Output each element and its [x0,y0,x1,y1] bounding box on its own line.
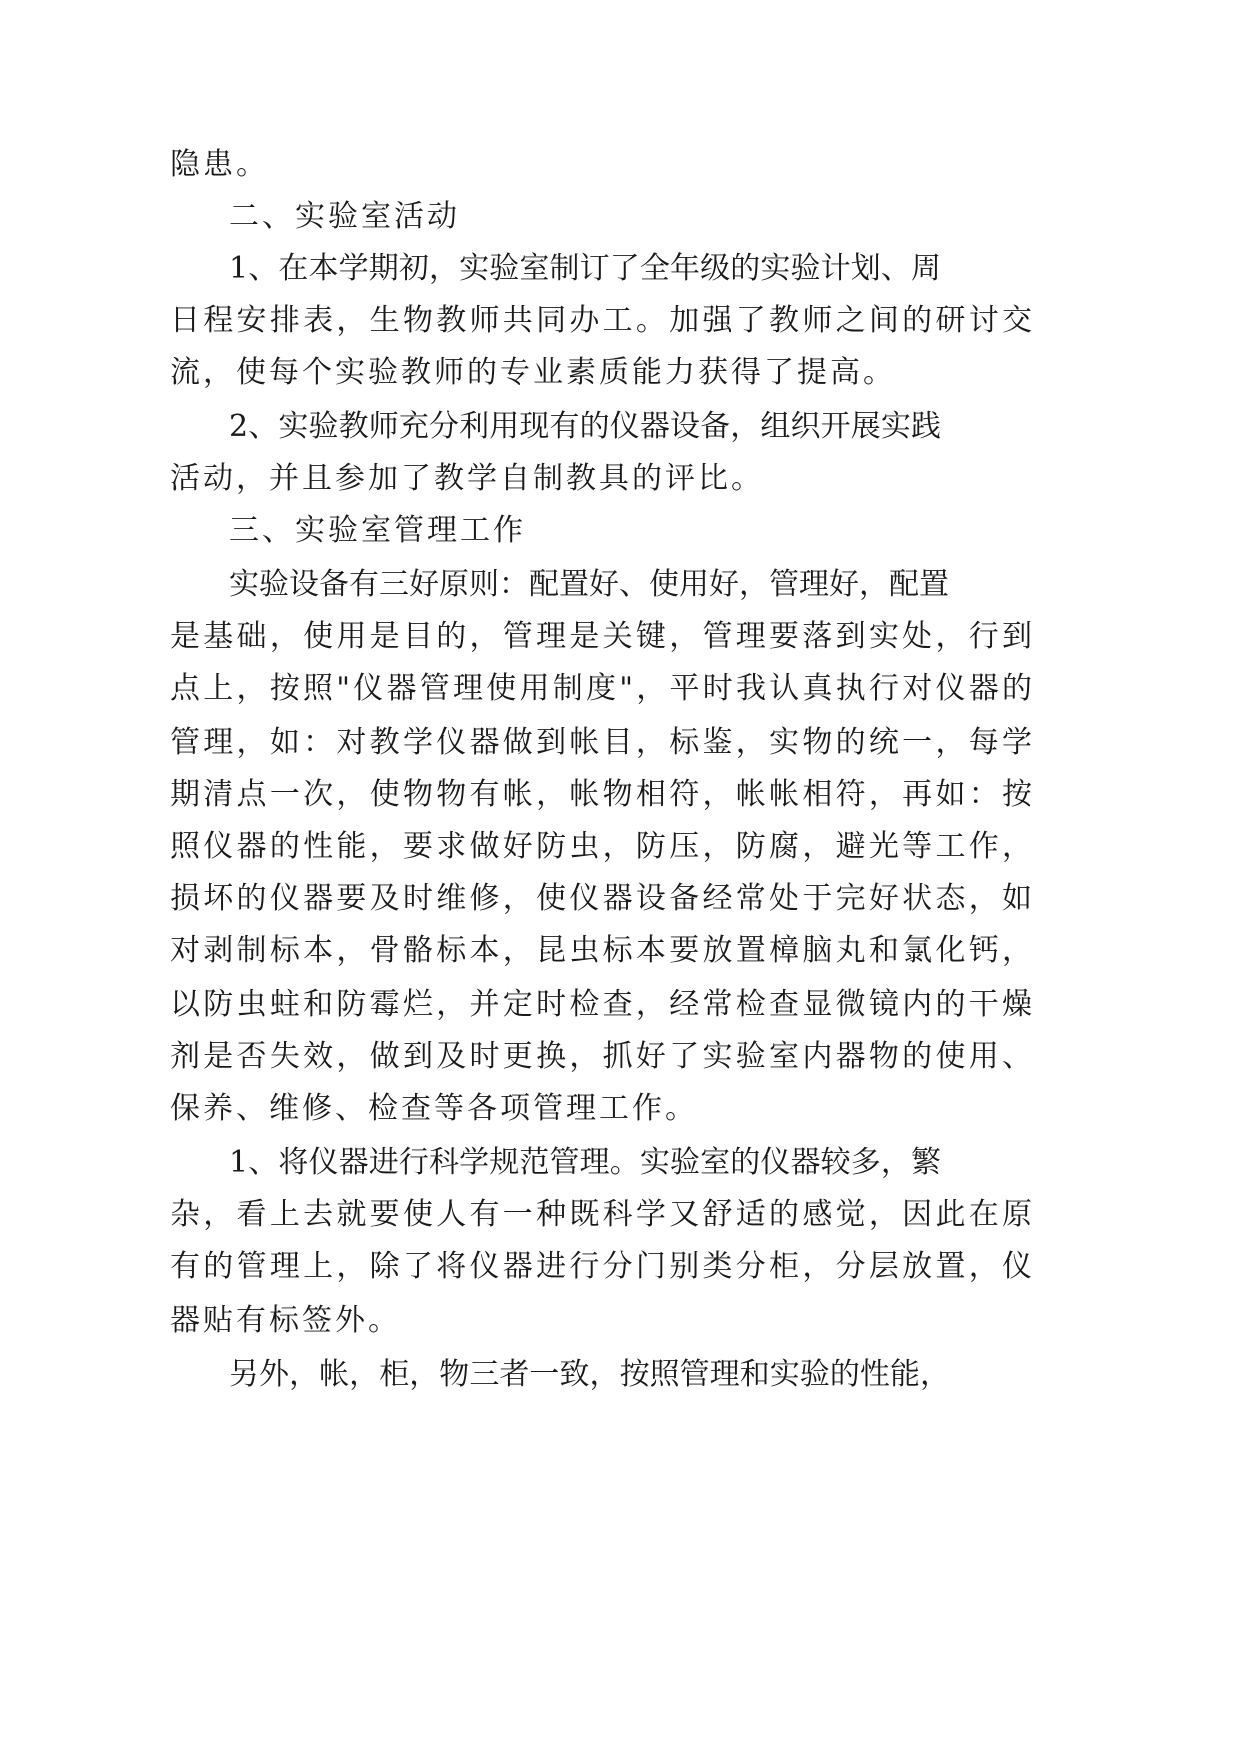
text-line: 2、实验教师充分利用现有的仪器设备，组织开展实践 [229,409,941,444]
text-line: 期清点一次，使物物有帐，帐物相符，帐帐相符，再如：按 [170,777,1032,812]
text-line: 是基础，使用是目的，管理是关键，管理要落到实处，行到 [170,619,1032,654]
text-line: 实验设备有三好原则：配置好、使用好，管理好，配置 [229,567,949,602]
section-heading: 二、实验室活动 [229,199,460,234]
text-line: 剂是否失效，做到及时更换，抓好了实验室内器物的使用、 [170,1039,1032,1074]
text-line: 1、将仪器进行科学规范管理。实验室的仪器较多，繁 [229,1145,941,1180]
text-line: 杂，看上去就要使人有一种既科学又舒适的感觉，因此在原 [170,1197,1032,1232]
section-heading: 三、实验室管理工作 [229,513,526,548]
text-line: 保养、维修、检查等各项管理工作。 [170,1091,698,1126]
text-line: 隐患。 [170,147,269,182]
text-line: 1、在本学期初，实验室制订了全年级的实验计划、周 [229,251,941,286]
text-line: 损坏的仪器要及时维修，使仪器设备经常处于完好状态，如 [170,881,1032,916]
text-line: 有的管理上，除了将仪器进行分门别类分柜，分层放置，仪 [170,1249,1032,1284]
text-line: 以防虫蛀和防霉烂，并定时检查，经常检查显微镜内的干燥 [170,987,1032,1022]
text-line: 另外，帐，柜，物三者一致，按照管理和实验的性能， [229,1357,950,1392]
text-line: 流，使每个实验教师的专业素质能力获得了提高。 [170,355,896,390]
text-line: 器贴有标签外。 [170,1303,401,1338]
text-line: 对剥制标本，骨骼标本，昆虫标本要放置樟脑丸和氯化钙， [170,933,1032,968]
text-line: 日程安排表，生物教师共同办工。加强了教师之间的研讨交 [170,303,1032,338]
text-line: 照仪器的性能，要求做好防虫，防压，防腐，避光等工作， [170,829,1032,864]
text-line: 点上，按照"仪器管理使用制度"，平时我认真执行对仪器的 [170,671,1032,706]
text-line: 管理，如：对教学仪器做到帐目，标鉴，实物的统一，每学 [170,725,1032,760]
text-line: 活动，并且参加了教学自制教具的评比。 [170,461,764,496]
